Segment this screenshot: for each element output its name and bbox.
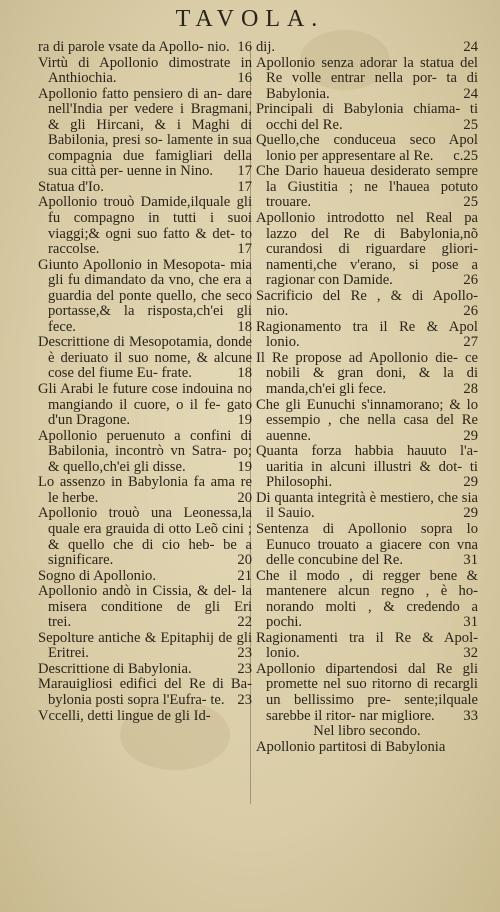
entry-text: Sacrificio del Re , & di Apollo- nio. xyxy=(256,287,478,320)
entry-text: Che gli Eunuchi s'innamorano; & lo essempio , che nella casa del Re auenne. xyxy=(256,396,478,444)
index-entry xyxy=(38,631,252,662)
entry-page-number: 17 xyxy=(237,178,252,195)
entry-text: Gli Arabi le future cose indouina no mangiando il cuore, o il fe- gato d'un Dragone. xyxy=(38,381,252,429)
entry-page-number: 18 xyxy=(237,365,252,382)
entry-page-number: 28 xyxy=(463,381,478,398)
entry-page-number: 21 xyxy=(237,567,252,584)
entry-text: Che Dario haueua desiderato sempre la Giustitia ; ne l'hauea potuto trouare. xyxy=(256,163,478,211)
entry-text: Ragionamento tra il Re & Apol lonio. xyxy=(256,318,478,351)
index-entry xyxy=(256,211,478,289)
entry-page-number: 29 xyxy=(463,505,478,522)
entry-text: Giunto Apollonio in Mesopota- mia gli fu dimandato da vno, che era a guardia del ponte quello, che seco portasse,& la risposta,ch'ei gli fece. xyxy=(38,256,252,335)
entry-text: Lo assenzo in Babylonia fa ama re le herbe. xyxy=(38,474,252,506)
entry-page-number: 22 xyxy=(237,614,252,631)
page-title: TAVOLA. xyxy=(175,6,325,32)
index-entry xyxy=(256,522,478,569)
index-entry xyxy=(256,133,478,164)
entry-text: Apollonio introdotto nel Real pa lazzo del Re di Babylonia,nõ curandosi di riguardare gliori- namenti,che v'erano, si pose a ragionar con Damide. xyxy=(256,210,478,289)
index-entry xyxy=(256,40,478,56)
entry-page-number: 23 xyxy=(237,645,252,662)
index-entry xyxy=(256,164,478,211)
index-column-right xyxy=(256,40,478,755)
entry-page-number: 25 xyxy=(463,116,478,133)
index-entry xyxy=(38,180,252,196)
index-entry xyxy=(38,56,252,87)
index-entry xyxy=(256,102,478,133)
entry-text: Apollonio senza adorar la statua del Re volle entrar nella por- ta di Babylonia. xyxy=(256,54,478,102)
entry-page-number: 20 xyxy=(237,552,252,569)
entry-text: ra di parole vsate da Apollo- nio. xyxy=(38,39,230,55)
index-entry xyxy=(38,429,252,476)
entry-page-number: 25 xyxy=(463,194,478,211)
entry-text: Ragionamenti tra il Re & Apol- lonio. xyxy=(256,629,478,662)
entry-page-number: 23 xyxy=(237,660,252,677)
entry-page-number: 24 xyxy=(463,85,478,102)
index-entry xyxy=(38,584,252,631)
entry-text: Sepolture antiche & Epitaphij de gli Eritrei. xyxy=(38,629,252,662)
entry-page-number: 20 xyxy=(237,489,252,506)
index-entry xyxy=(256,491,478,522)
entry-page-number: 18 xyxy=(237,318,252,335)
index-entry xyxy=(38,335,252,382)
entry-text: Sentenza di Apollonio sopra lo Eunuco trouato a giacere con vna delle concubine del Re. xyxy=(256,520,478,569)
entry-text: Apollonio peruenuto a confini di Babilonia, incontrò vn Satra- po; & quello,ch'ei gli disse. xyxy=(38,427,252,475)
index-entry xyxy=(256,724,478,740)
index-entry xyxy=(38,709,252,725)
entry-text: Nel libro secondo. xyxy=(313,723,421,740)
index-column-left xyxy=(38,40,252,724)
entry-text: Apollonio trouò Damide,ilquale gli fu compagno in tutti i suoi viaggi;& ogni suo fatto & det- to raccolse. xyxy=(38,194,252,258)
index-entry xyxy=(38,677,252,708)
entry-page-number: 26 xyxy=(463,272,478,289)
entry-text: Di quanta integrità è mestiero, che sia il Sauio. xyxy=(256,489,478,522)
entry-text: Sogno di Apollonio. xyxy=(38,567,156,584)
index-entry xyxy=(38,40,252,56)
entry-page-number: 24 xyxy=(463,39,478,55)
entry-text: Descrittione di Babylonia. xyxy=(38,660,192,677)
index-entry xyxy=(256,444,478,491)
index-entry xyxy=(38,506,252,568)
entry-text: Apollonio partitosi di Babylonia xyxy=(256,738,446,755)
entry-page-number: 17 xyxy=(237,241,252,258)
index-entry xyxy=(256,662,478,724)
entry-page-number: 31 xyxy=(463,552,478,569)
entry-text: Virtù di Apollonio dimostrate in Anthiochia. xyxy=(38,54,252,87)
index-entry xyxy=(38,475,252,506)
entry-page-number: 19 xyxy=(237,458,252,475)
entry-text: Apollonio trouò una Leonessa,la quale era grauida di otto Leõ cini ; & quello che di cio heb- be a significare. xyxy=(38,505,252,569)
index-entry xyxy=(256,740,478,756)
entry-page-number: 29 xyxy=(463,474,478,491)
entry-text: Apollonio dipartendosi dal Re gli promette nel suo ritorno di recargli un bellissimo pre- sente;ilquale sarebbe il ritor- nar migliore. xyxy=(256,660,478,724)
entry-page-number: 23 xyxy=(237,691,252,708)
entry-page-number: 17 xyxy=(237,163,252,180)
entry-text: Il Re propose ad Apollonio die- ce nobili & gran doni, & la di manda,ch'ei gli fece. xyxy=(256,349,478,398)
index-entry xyxy=(256,289,478,320)
index-entry xyxy=(256,631,478,662)
index-entry xyxy=(38,87,252,180)
index-entry xyxy=(38,195,252,257)
index-entry xyxy=(38,662,252,678)
entry-text: dij. xyxy=(256,39,276,55)
index-entry xyxy=(256,320,478,351)
entry-page-number: 26 xyxy=(463,303,478,320)
index-entry xyxy=(256,398,478,445)
index-entry xyxy=(256,569,478,631)
entry-text: Apollonio andò in Cissia, & del- la misera conditione de gli Eri trei. xyxy=(38,583,252,631)
entry-text: Principali di Babylonia chiama- ti occhi del Re. xyxy=(256,101,478,133)
index-entry xyxy=(38,569,252,585)
entry-text: Statua d'Io. xyxy=(38,178,104,195)
entry-page-number: 16 xyxy=(237,39,252,55)
entry-text: Quanta forza habbia hauuto l'a- uaritia in alcuni illustri & dot- ti Philosophi. xyxy=(256,443,478,491)
entry-text: Descrittione di Mesopotamia, donde è deriuato il suo nome, & alcune cose del fiume Eu- frate. xyxy=(38,334,252,382)
entry-text: Che il modo , di regger bene & mantenere alcun regno , è ho- norando molti , & credendo a pochi. xyxy=(256,567,478,631)
entry-text: Quello,che conduceua seco Apol lonio per appresentare al Re. xyxy=(256,132,478,164)
entry-page-number: 19 xyxy=(237,412,252,429)
entry-page-number: 16 xyxy=(237,70,252,87)
index-entry xyxy=(256,56,478,103)
entry-page-number: 27 xyxy=(463,334,478,351)
entry-page-number: 33 xyxy=(463,707,478,724)
entry-page-number: 29 xyxy=(463,427,478,444)
entry-page-number: 31 xyxy=(463,614,478,631)
index-entry xyxy=(256,351,478,398)
entry-page-number: 32 xyxy=(463,645,478,662)
entry-page-number: c.25 xyxy=(453,147,478,164)
entry-text: Marauigliosi edifici del Re di Ba- bylonia posti sopra l'Eufra- te. xyxy=(38,676,252,708)
entry-text: Apollonio fatto pensiero di an- dare nell'India per vedere i Bragmani, & gli Hircani, & i Maghi di Babilonia, presi so- lamente in sua compagnia due famigliari della sua città per- uenne in Nino. xyxy=(38,85,252,180)
index-entry xyxy=(38,258,252,336)
index-entry xyxy=(38,382,252,429)
entry-text: Vccelli, detti lingue de gli Id- xyxy=(38,707,211,724)
